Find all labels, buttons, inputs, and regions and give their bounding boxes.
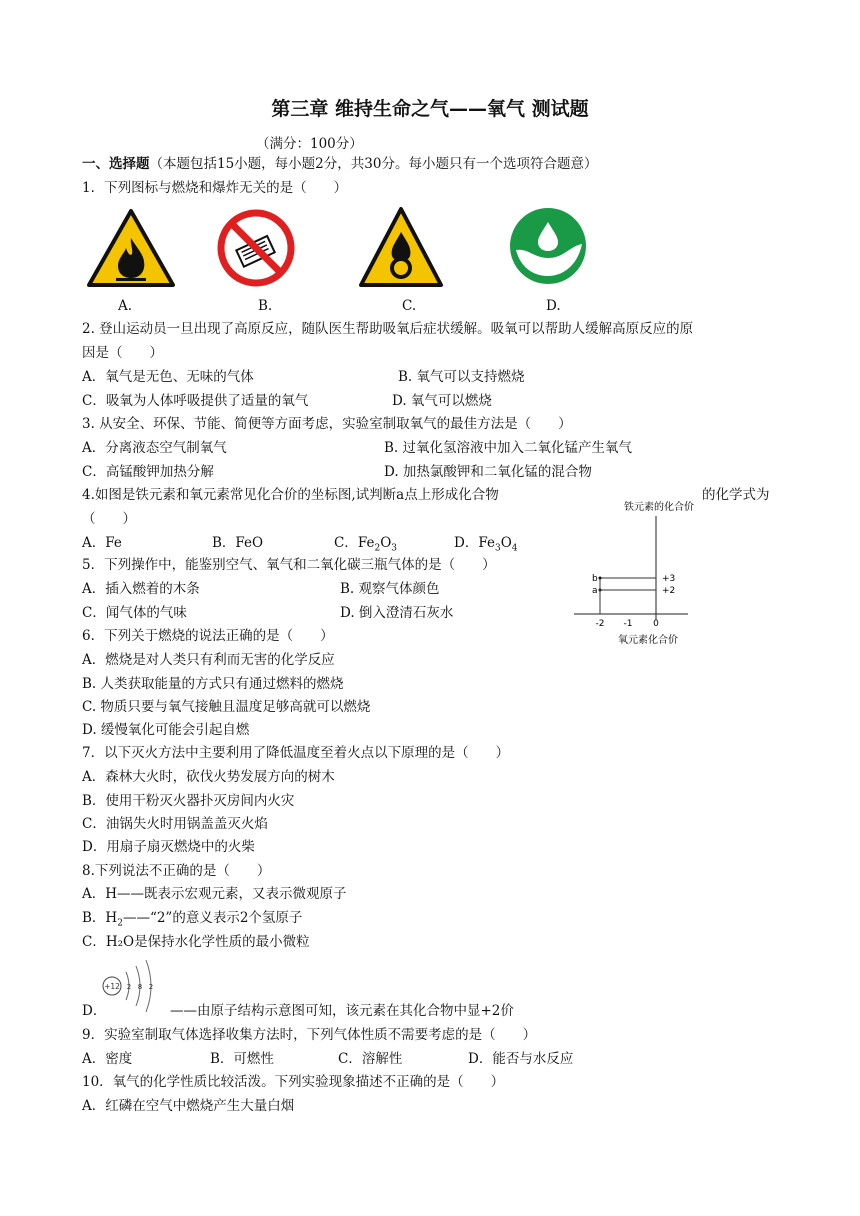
q8-option-b: B．$H_2——“2$”的意义表示2个氢原子	[82, 910, 303, 929]
atom-shell-3-label: 2	[148, 983, 154, 991]
q2-option-b: B. 氧气可以支持燃烧	[398, 369, 525, 385]
q1-option-c: C.	[402, 298, 417, 314]
q1-option-a: A.	[118, 298, 133, 314]
q2-stem-line2: 因是（ ）	[82, 345, 163, 361]
water-saving-icon	[508, 206, 588, 290]
q9-option-a: A．密度	[82, 1051, 133, 1067]
q3-option-b: B. 过氧化氢溶液中加入二氧化锰产生氧气	[384, 440, 633, 456]
chart-point-label-b: b	[592, 574, 598, 584]
q4-stem-line1-end: 的化学式为	[702, 487, 770, 503]
q6-option-d: D. 缓慢氧化可能会引起自燃	[82, 722, 250, 738]
q5-option-c: C．闻气体的气味	[82, 605, 187, 621]
q5-stem: 5．下列操作中，能鉴别空气、氧气和二氧化碳三瓶气体的是（ ）	[82, 557, 496, 573]
q4-option-c: C．$Fe_2O_3$	[334, 535, 397, 554]
q4-option-a: A．Fe	[82, 535, 122, 551]
q6-option-c: C. 物质只要与氧气接触且温度足够高就可以燃烧	[82, 699, 371, 715]
q6-option-b: B. 人类获取能量的方式只有通过燃料的燃烧	[82, 676, 344, 692]
q4-stem-line2: （ ）	[82, 511, 136, 527]
flammable-warning-icon	[86, 208, 176, 292]
q4-stem-line1: 4.如图是铁元素和氧元素常见化合价的坐标图,试判断a点上形成化合物	[82, 487, 499, 503]
page-title: 第三章 维持生命之气——氧气 测试题	[271, 98, 589, 120]
section-heading	[82, 154, 597, 174]
chart-marks	[592, 574, 656, 614]
q6-option-a: A．燃烧是对人类只有利而无害的化学反应	[82, 652, 335, 668]
q1-option-b: B.	[258, 298, 273, 314]
q3-stem: 3. 从安全、环保、节能、简便等方面考虑，实验室制取氧气的最佳方法是（ ）	[82, 416, 572, 432]
q7-option-a: A．森林大火时，砍伐火势发展方向的树木	[82, 769, 335, 785]
oxidizer-warning-icon	[358, 206, 444, 292]
q5-option-a: A．插入燃着的木条	[82, 581, 200, 597]
q10-option-a: A．红磷在空气中燃烧产生大量白烟	[82, 1098, 295, 1114]
q2-option-d: D. 氧气可以燃烧	[392, 393, 492, 409]
atom-structure-diagram	[100, 956, 164, 1016]
atom-shell-1-label: 2	[126, 983, 132, 991]
q3-option-d: D. 加热氯酸钾和二氧化锰的混合物	[384, 464, 592, 480]
chart-point-b	[599, 577, 602, 580]
q7-option-d: D．用扇子扇灭燃烧中的火柴	[82, 839, 255, 855]
q4-option-b: B．FeO	[212, 535, 264, 551]
q7-option-b: B．使用干粉灭火器扑灭房间内火灾	[82, 793, 295, 809]
q7-option-c: C．油锅失火时用锅盖盖灭火焰	[82, 816, 268, 832]
chart-x-tick-label: -2	[595, 619, 605, 629]
q5-option-d: D. 倒入澄清石灰水	[340, 605, 454, 621]
chart-y-tick-label: +3	[662, 574, 676, 584]
q8-stem: 8.下列说法不正确的是（ ）	[82, 863, 271, 879]
q2-stem-line1: 2. 登山运动员一旦出现了高原反应，随队医生帮助吸氧后症状缓解。吸氧可以帮助人缓解高原反应的原	[82, 321, 694, 337]
q5-option-b: B. 观察气体颜色	[340, 581, 440, 597]
valence-chart	[568, 496, 708, 652]
q7-stem: 7．以下灭火方法中主要利用了降低温度至着火点以下原理的是（ ）	[82, 745, 510, 761]
q2-option-a: A．氧气是无色、无味的气体	[82, 369, 254, 385]
q10-stem: 10．氧气的化学性质比较活泼。下列实验现象描述不正确的是（ ）	[82, 1074, 505, 1090]
atom-shell-2-label: 8	[137, 983, 143, 991]
q3-option-a: A．分离液态空气制氧气	[82, 440, 227, 456]
chart-xlabel: 氧元素化合价	[618, 635, 678, 646]
chart-y-tick-label: +2	[662, 586, 676, 596]
atom-nucleus-label: +12	[104, 982, 120, 991]
q6-stem: 6．下列关于燃烧的说法正确的是（ ）	[82, 628, 334, 644]
section-description: （本题包括15小题，每小题2分，共30分。每小题只有一个选项符合题意）	[149, 156, 598, 172]
q3-option-c: C．高锰酸钾加热分解	[82, 464, 214, 480]
q8-option-c: C．H₂O是保持水化学性质的最小微粒	[82, 934, 310, 950]
chart-x-tick-label: 0	[653, 619, 659, 629]
q2-option-c: C．吸氧为人体呼吸提供了适量的氧气	[82, 393, 309, 409]
q4-option-d: D．$Fe_3O_4$	[454, 535, 518, 554]
q9-stem: 9．实验室制取气体选择收集方法时，下列气体性质不需要考虑的是（ ）	[82, 1027, 537, 1043]
chart-point-label-a: a	[592, 586, 598, 596]
q9-option-b: B．可燃性	[210, 1051, 274, 1067]
q8-option-d-text: ——由原子结构示意图可知，该元素在其化合物中显+2价	[170, 1003, 514, 1019]
chart-x-tick-label: -1	[623, 619, 633, 629]
chart-axes	[574, 516, 688, 629]
score-note: （满分：100分）	[256, 136, 363, 152]
q8-option-a: A．H——既表示宏观元素，又表示微观原子	[82, 886, 347, 902]
chart-ylabel: 铁元素的化合价	[624, 502, 694, 513]
q8-option-d-label: D．	[82, 1003, 107, 1019]
q9-option-c: C．溶解性	[338, 1051, 403, 1067]
no-match-icon	[216, 208, 296, 292]
q9-option-d: D．能否与水反应	[468, 1051, 574, 1067]
q1-option-d: D.	[546, 298, 561, 314]
q1-stem: 1．下列图标与燃烧和爆炸无关的是（ ）	[82, 180, 348, 196]
section-title: 一、选择题	[82, 156, 150, 172]
